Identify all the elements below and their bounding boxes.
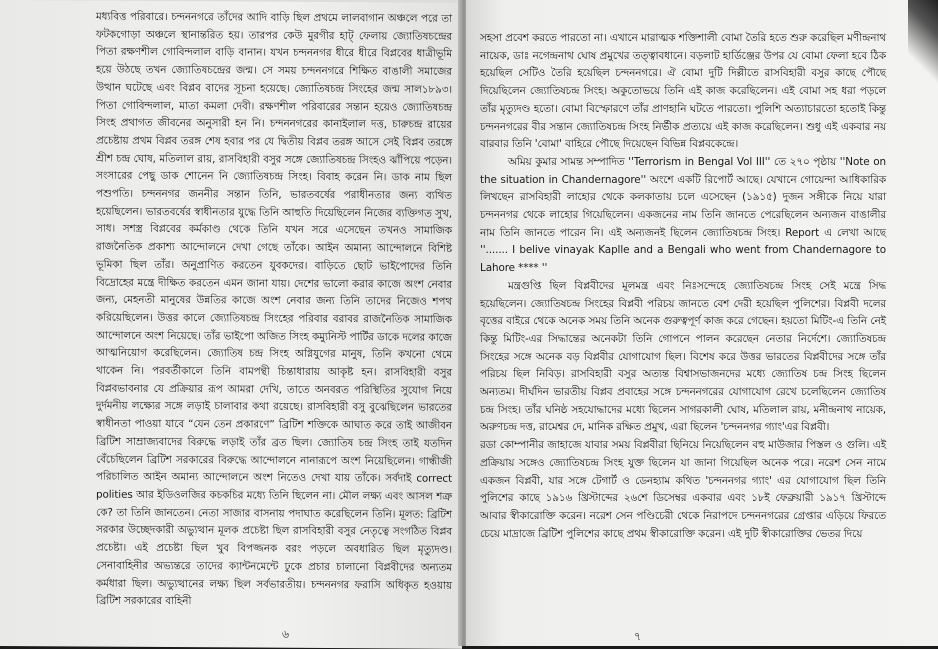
right-paragraph-2: অমিয় কুমার সামন্ত সম্পাদিত ''Terrorism in Bengal Vol III'' তে ২৭০ পৃষ্ঠায় ''Note on the situation in Chandernagore'' অংশে একটি রিপোর্ট আছে। যেখানে গোয়েন্দা আধিকারিক লিখছেন রাসবিহারী লাহোর থেকে কলকাতায় চলে এসেছেন (১৯১৫) দুজন সঙ্গীকে নিয়ে যারা চন্দননগর থেকে লাহোর গিয়েছিলেন। একজনের নাম তিনি জানতে পেরেছিলেন অন্যজন বাঙালীর নাম তিনি জানতে পারেন নি। এই অন্যজনই ছিলেন জ্যোতিষচন্দ্র সিংহ। Report এ লেখা আছে ''....... I belive vinayak Kaplle and a Bengali who went from Chandernagore to Lahore **** '' bbox=[480, 155, 886, 275]
left-page-text bbox=[96, 9, 452, 613]
left-page-number: ৬ bbox=[282, 627, 290, 641]
right-paragraph-4: রডা কোম্পানীর জাহাজে যাবার সময় বিপ্লবীরা ছিনিয়ে নিয়েছিলেন বহু মাউজার পিস্তল ও গুলি। এই প্রক্রিয়ায় সঙ্গেও জ্যোতিষচন্দ্র সিংহ যুক্ত ছিলেন যা জানা গিয়েছিল অনেক পরে। নরেশ সেন নামে একজন বিপ্লবী, যার সঙ্গে টেগার্ট ও ডেনহ্যাম কথিত 'চন্দননগর গ্যাং' এর যোগাযোগ ছিল তিনি পুলিশের কাছে ১৯১৬ খ্রিস্টাব্দের ২৬শে ডিসেম্বর একবার এবং ১৮ই ফেব্রুয়ারী ১৯১৭ খ্রিস্টাব্দে আবার স্বীকারোক্তি করেন। নরেশ সেন পণ্ডিচেরী থেকে নিরাপদে চন্দননগরের গ্রেপ্তার এড়িয়ে ফিরতে চেয়ে মাদ্রাজে ব্রিটিশ পুলিশের কাছে প্রথম স্বীকারোক্তি করেন। এই দুটি স্বীকারোক্তির ভেতর দিয়ে bbox=[480, 439, 886, 540]
right-page-number: ৭ bbox=[634, 630, 642, 643]
right-page bbox=[466, 0, 938, 646]
right-paragraph-1: সহসা প্রবেশ করতে পারতো না। এখানে মারাত্মক শক্তিশালী বোমা তৈরি হতে শুরু করেছিল মণীন্দ্রনাথ নায়েক, ডাঃ নগেন্দ্রনাথ ঘোষ প্রমুখের তত্ত্বাবধানে। বড়লাট হার্ডিঞ্জের উপর যে বোমা ফেলা হবে ঠিক হয়েছিল সেটিও তৈরি হয়েছিল চন্দননগরে। ঐ বোমা দুটি দিল্লীতে রাসবিহারী বসুর কাছে পৌছে দিয়েছিলেন জ্যোতিষচন্দ্র সিংহ। অকুতোভয়ে তিনি এই কাজ করেছিলেন। এই বোমা সহ ধরা পড়লে তাঁর মৃত্যুদণ্ড হতো। বোমা বিস্ফোরণে তাঁর প্রাণহানি ঘটতে পারতো। পুলিশি অত্যাচারতো হতোই কিন্তু চন্দননগরের বীর সন্তান জ্যোতিষচন্দ্র সিংহ নির্ভীক প্রত্যয়ে এই কাজ করেছিলেন। শুধু এই একবার নয় বারবার তিনি 'বোমা' বাহিরে পৌছে দিয়েছেন বিভিন্ন বিপ্লবকেন্দ্রে। bbox=[480, 32, 886, 151]
scan-corner-shadow bbox=[908, 0, 938, 90]
left-page bbox=[0, 0, 462, 649]
left-paragraph-1: মধ্যবিত্ত পরিবারে। চন্দননগরে তাঁদের আদি বাড়ি ছিল প্রথমে লালবাগান অঞ্চলে পরে তা ফটকগোড়া অঞ্চলে স্থানান্তরিত হয়। তারপর কেউ মুরগীর হাট্ ফেলায় জ্যোতিষচন্দ্রের পিতা রক্ষণশীল গোবিন্দলাল বাড়ি বানান। যখন চন্দননগর ধীরে ধীরে বিপ্লবের ধাত্রীভূমি হয়ে উঠছে তখন জ্যোতিষচন্দ্রের জন্ম। সে সময় চন্দননগরে শিক্ষিত বাঙালী সমাজের উত্থান ঘটেছে এবং বিপ্লব বাদের সূচনা হয়েছে। জ্যোতিষচন্দ্র সিংহের জন্ম সাল১৮৯৩। পিতা গোবিন্দলাল, মাতা কমলা দেবী। রক্ষণশীল পরিবারের সন্তান হয়েও জ্যোতিষচন্দ্র সিংহ প্রথাগত জীবনের অনুসারী হন নি। চন্দননগরের কানাইলাল দত্ত, চারুচন্দ্র রায়ের প্রচেষ্টায় প্রথম বিপ্লব তরঙ্গ শেষ হবার পর যে দ্বিতীয় বিপ্লব তরঙ্গ আসে সেই বিপ্লব তরঙ্গে শ্রীশ চন্দ্র ঘোষ, মতিলাল রায়, রাসবিহারী বসুর সঙ্গে জ্যোতিষচন্দ্র সিংহও ঝাঁপিয়ে পড়েন। সংসারের পেছু ডাক শোনেন নি জ্যোতিষচন্দ্র সিংহ। বিবাহ করেন নি। ডাক নাম ছিল পশুপতি। চন্দননগর জননীর সন্তান তিনি, ভারতবর্ষের পরাধীনতার জন্য ব্যথিত হয়েছিলেন। ভারতবর্ষের স্বাধীনতার যুদ্ধে তিনি আহুতি দিয়েছিলেন নিজের ব্যক্তিগত সুখ, সাধ। সশস্ত্র বিপ্লবের কর্মকাণ্ড থেকে তিনি যখন সরে এসেছেন তখনও সামাজিক রাজনৈতিক প্রকাশ্য আন্দোলনে দেখা গেছে তাঁকে। আইন অমান্য আন্দোলনে বিশিষ্ট ভূমিকা ছিল তাঁর। অনুপ্রাণিত করতেন যুবকদের। বাড়িতে ছোট ভাইপোদের তিনি বিদ্রোহের মন্ত্রে দীক্ষিত করতেন এমন জানা যায়। দেশের ভালো করার কাজে অংশ নেবার জন্য, মেহনতী মানুষের উন্নতির কাজে অংশ নেবার জন্য তিনি তাদের নিজেও শপথ করিয়েছিলেন। উত্তর কালে জ্যোতিষচন্দ্র সিংহের পরিবার বরাবর রাজনৈতিক সামাজিক আন্দোলনে অংশ নিয়েছে। তাঁর ভাইপো অজিত সিংহ কম্যুনিস্ট পার্টির ডাকে দলের কাজে আত্মনিয়োগ করেছিলেন। জ্যোতিষ চন্দ্র সিংহ অগ্নিযুগের মানুষ, তিনি কখনো থেমে থাকেন নি। পরবর্তীকালে তিনি বামপন্থী চিন্তাধারায় আকৃষ্ট হন। রাসবিহারী বসুর বিপ্লবভাবনার যে প্রক্রিয়ার রূপ আমরা দেখি, তাতে অনবরত পরিস্থিতির সুযোগ নিয়ে দুর্দমনীয় লক্ষ্যের সঙ্গে লড়াই চালাবার কথা রয়েছে। রাসবিহারী বসু বুঝেছিলেন ভারতের স্বাধীনতা পাওয়া যাবে “যেন তেন প্রকারণে” ব্রিটিশ শক্তিকে আঘাত করে তাই আজীবন ব্রিটিশ সাম্রাজ্যবাদের বিরুদ্ধে লড়াই তাঁর ব্রত ছিল। জ্যোতিষ চন্দ্র সিংহ তাই যতদিন বেঁচেছিলেন ব্রিটিশ সরকারের বিরুদ্ধে আন্দোলনে নানারূপে অংশ নিয়েছিলেন। গান্ধীজী পরিচালিত আইন অমান্য আন্দোলনে অংশ নিতেও দেখা যায় তাঁকে। সর্বদাই correct polities আর ইডিওলজির কচকচির মধ্যে তিনি ছিলেন না। মৌল লক্ষ্য এবং আসল শত্রু কে? তা তিনি জানতেন। নেতা সাজার বাসনায় পদাঘাত করেছিলেন তিনি। মূলত: ব্রিটিশ সরকার উচ্ছেদকারী অভ্যুত্থান মূলক প্রচেষ্টা ছিল রাসবিহারী বসুর নেতৃত্বে সংগঠিত বিপ্লব প্রচেষ্টা। এই প্রচেষ্টা ছিল খুব বিপজ্জনক বরং পড়লে অবধারিত ছিল মৃত্যুদণ্ড। সেনাবাহিনীর অভ্যন্তরে তাদের ক্যান্টনমেন্টে ঢুকে প্রচার চালানো বিপ্লবীদের অন্যতম কর্মধারা ছিল। অভ্যুত্থানের লক্ষ্য ছিল সর্বভারতীয়। চন্দননগর ফরাসি অধিকৃত হওয়ায় ব্রিটিশ সরকারের বাহিনী bbox=[96, 10, 452, 608]
right-paragraph-3: মন্ত্রগুপ্তি ছিল বিপ্লবীদের মূলমন্ত্র এবং নিঃসন্দেহে জ্যোতিষচন্দ্র সিংহ সেই মন্ত্রে সিদ্ধ হয়েছিলেন। জ্যোতিষচন্দ্র সিংহের বিপ্লবী পরিচয় জানতে বেশ দেরী হয়েছিল পুলিশের। বিপ্লবী দলের বৃত্তের বাইরে থেকে অনেক সময় তিনি অনেক গুরুত্বপূর্ণ কাজ করে গেছেন। হয়তো মিটিং-এ তিনি নেই কিন্তু মিটিং-এর সিদ্ধান্তের অনেকটা তিনি গোপনে পালন করেছেন নেতার নির্দেশে। জ্যোতিষচন্দ্র সিংহের সঙ্গে অনেক বড় বিপ্লবীর যোগাযোগ ছিল। বিশেষ করে উত্তর ভারতের বিপ্লবীদের সঙ্গে তাঁর পরিচয় ছিল নিবিড়। রাসবিহারী বসুর অত্যন্ত বিশ্বাসভাজনদের মধ্যে জ্যোতিষ চন্দ্র সিংহ ছিলেন অন্যতম। দীর্ঘদিন ভারতীয় বিপ্লব প্রবাহের সঙ্গে চন্দননগরের যোগাযোগ রেখে চলেছিলেন জ্যোতিষ চন্দ্র সিংহ। তাঁর ঘনিষ্ঠ সহযোদ্ধাদের মধ্যে ছিলেন সাগরকালী ঘোষ, মতিলাল রায়, মনীন্দ্রনাথ নায়েক, অরুণচন্দ্র দত্ত, রামেশ্বর দে, মানিক রক্ষিত প্রমুখ, এরা ছিলেন 'চন্দননগর গ্যাং'এর বিপ্লবী। bbox=[480, 279, 886, 434]
right-page-text bbox=[480, 30, 886, 543]
